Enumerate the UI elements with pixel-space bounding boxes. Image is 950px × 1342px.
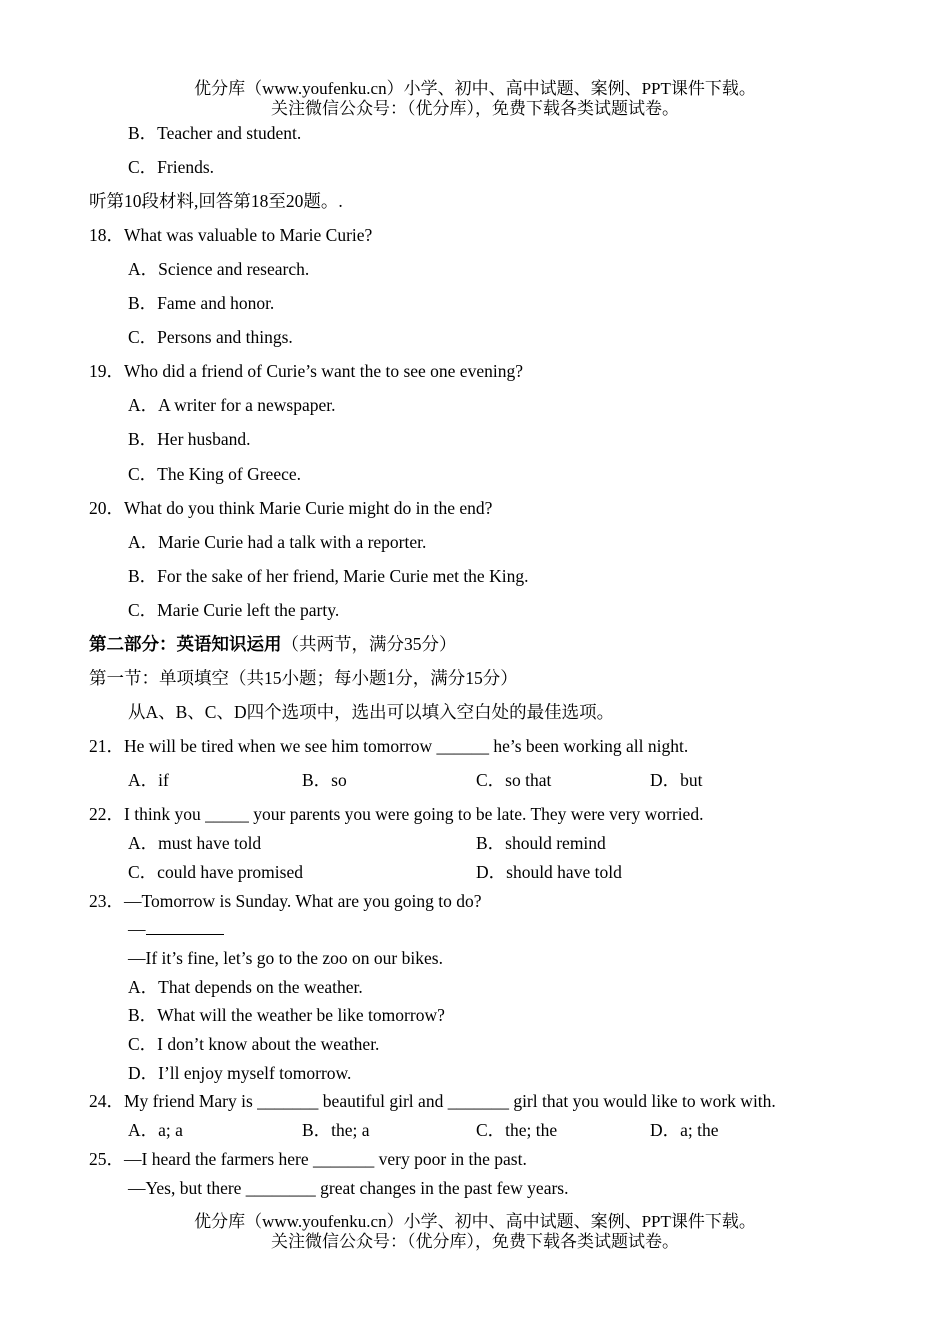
q25-stem: 25．—I heard the farmers here _______ very poor in the past. — [89, 1149, 527, 1169]
q23-option-b: B．What will the weather be like tomorrow? — [128, 1005, 445, 1025]
q23-option-d: D．I’ll enjoy myself tomorrow. — [128, 1063, 352, 1083]
q24-option-a: A．a; a — [128, 1120, 183, 1140]
q18-option-b: B．Fame and honor. — [128, 293, 275, 313]
q24-option-c: C．the; the — [476, 1120, 558, 1140]
q23-reply-dash: — — [128, 919, 146, 939]
q23-option-a: A．That depends on the weather. — [128, 977, 363, 997]
q22-option-b: B．should remind — [476, 833, 606, 853]
q25-line-2: —Yes, but there ________ great changes in the past few years. — [128, 1178, 569, 1198]
section-10-instruction: 听第10段材料,回答第18至20题。. — [89, 191, 343, 211]
q18-option-a: A．Science and research. — [128, 259, 310, 279]
q22-stem: 22．I think you _____ your parents you were going to be late. They were very worried. — [89, 804, 704, 824]
section-1-title: 第一节：单项填空（共15小题；每小题1分，满分15分） — [89, 668, 518, 688]
q18-stem: 18．What was valuable to Marie Curie? — [89, 225, 373, 245]
q20-option-a: A．Marie Curie had a talk with a reporter. — [128, 532, 427, 552]
q23-reply-blank — [128, 918, 224, 940]
q23-line-3: —If it’s fine, let’s go to the zoo on our bikes. — [128, 948, 443, 968]
q23-stem: 23．—Tomorrow is Sunday. What are you going to do? — [89, 891, 482, 911]
q17-option-c: C．Friends. — [128, 157, 215, 177]
header-line-1: 优分库（www.youfenku.cn）小学、初中、高中试题、案例、PPT课件下载。 — [194, 79, 756, 98]
q18-option-c: C．Persons and things. — [128, 327, 293, 347]
q20-stem: 20．What do you think Marie Curie might do in the end? — [89, 498, 493, 518]
q19-stem: 19．Who did a friend of Curie’s want the to see one evening? — [89, 361, 523, 381]
q24-option-d: D．a; the — [650, 1120, 719, 1140]
part-2-title-main: 第二部分：英语知识运用 — [89, 634, 282, 654]
q22-option-a: A．must have told — [128, 833, 262, 853]
q21-option-a: A．if — [128, 770, 169, 790]
q19-option-b: B．Her husband. — [128, 429, 251, 449]
part-2-title-suffix: （共两节，满分35分） — [281, 634, 457, 654]
q23-blank-line — [146, 920, 224, 935]
section-1-instruction: 从A、B、C、D四个选项中，选出可以填入空白处的最佳选项。 — [128, 702, 615, 722]
q21-option-d: D．but — [650, 770, 703, 790]
q21-stem: 21．He will be tired when we see him tomorrow ______ he’s been working all night. — [89, 736, 689, 756]
q20-option-b: B．For the sake of her friend, Marie Curie met the King. — [128, 566, 529, 586]
q22-option-c: C．could have promised — [128, 862, 303, 882]
q19-option-a: A．A writer for a newspaper. — [128, 395, 336, 415]
header-line-2: 关注微信公众号：（优分库），免费下载各类试题试卷。 — [271, 99, 679, 118]
q21-option-c: C．so that — [476, 770, 552, 790]
q24-stem: 24．My friend Mary is _______ beautiful girl and _______ girl that you would like to work with. — [89, 1091, 776, 1111]
q20-option-c: C．Marie Curie left the party. — [128, 600, 340, 620]
q21-option-b: B．so — [302, 770, 347, 790]
q24-option-b: B．the; a — [302, 1120, 370, 1140]
q17-option-b: B．Teacher and student. — [128, 123, 302, 143]
q23-option-c: C．I don’t know about the weather. — [128, 1034, 380, 1054]
part-2-title — [89, 633, 457, 655]
footer-line-1: 优分库（www.youfenku.cn）小学、初中、高中试题、案例、PPT课件下载。 — [194, 1212, 756, 1231]
q22-option-d: D．should have told — [476, 862, 622, 882]
q19-option-c: C．The King of Greece. — [128, 464, 301, 484]
footer-line-2: 关注微信公众号：（优分库），免费下载各类试题试卷。 — [271, 1232, 679, 1251]
